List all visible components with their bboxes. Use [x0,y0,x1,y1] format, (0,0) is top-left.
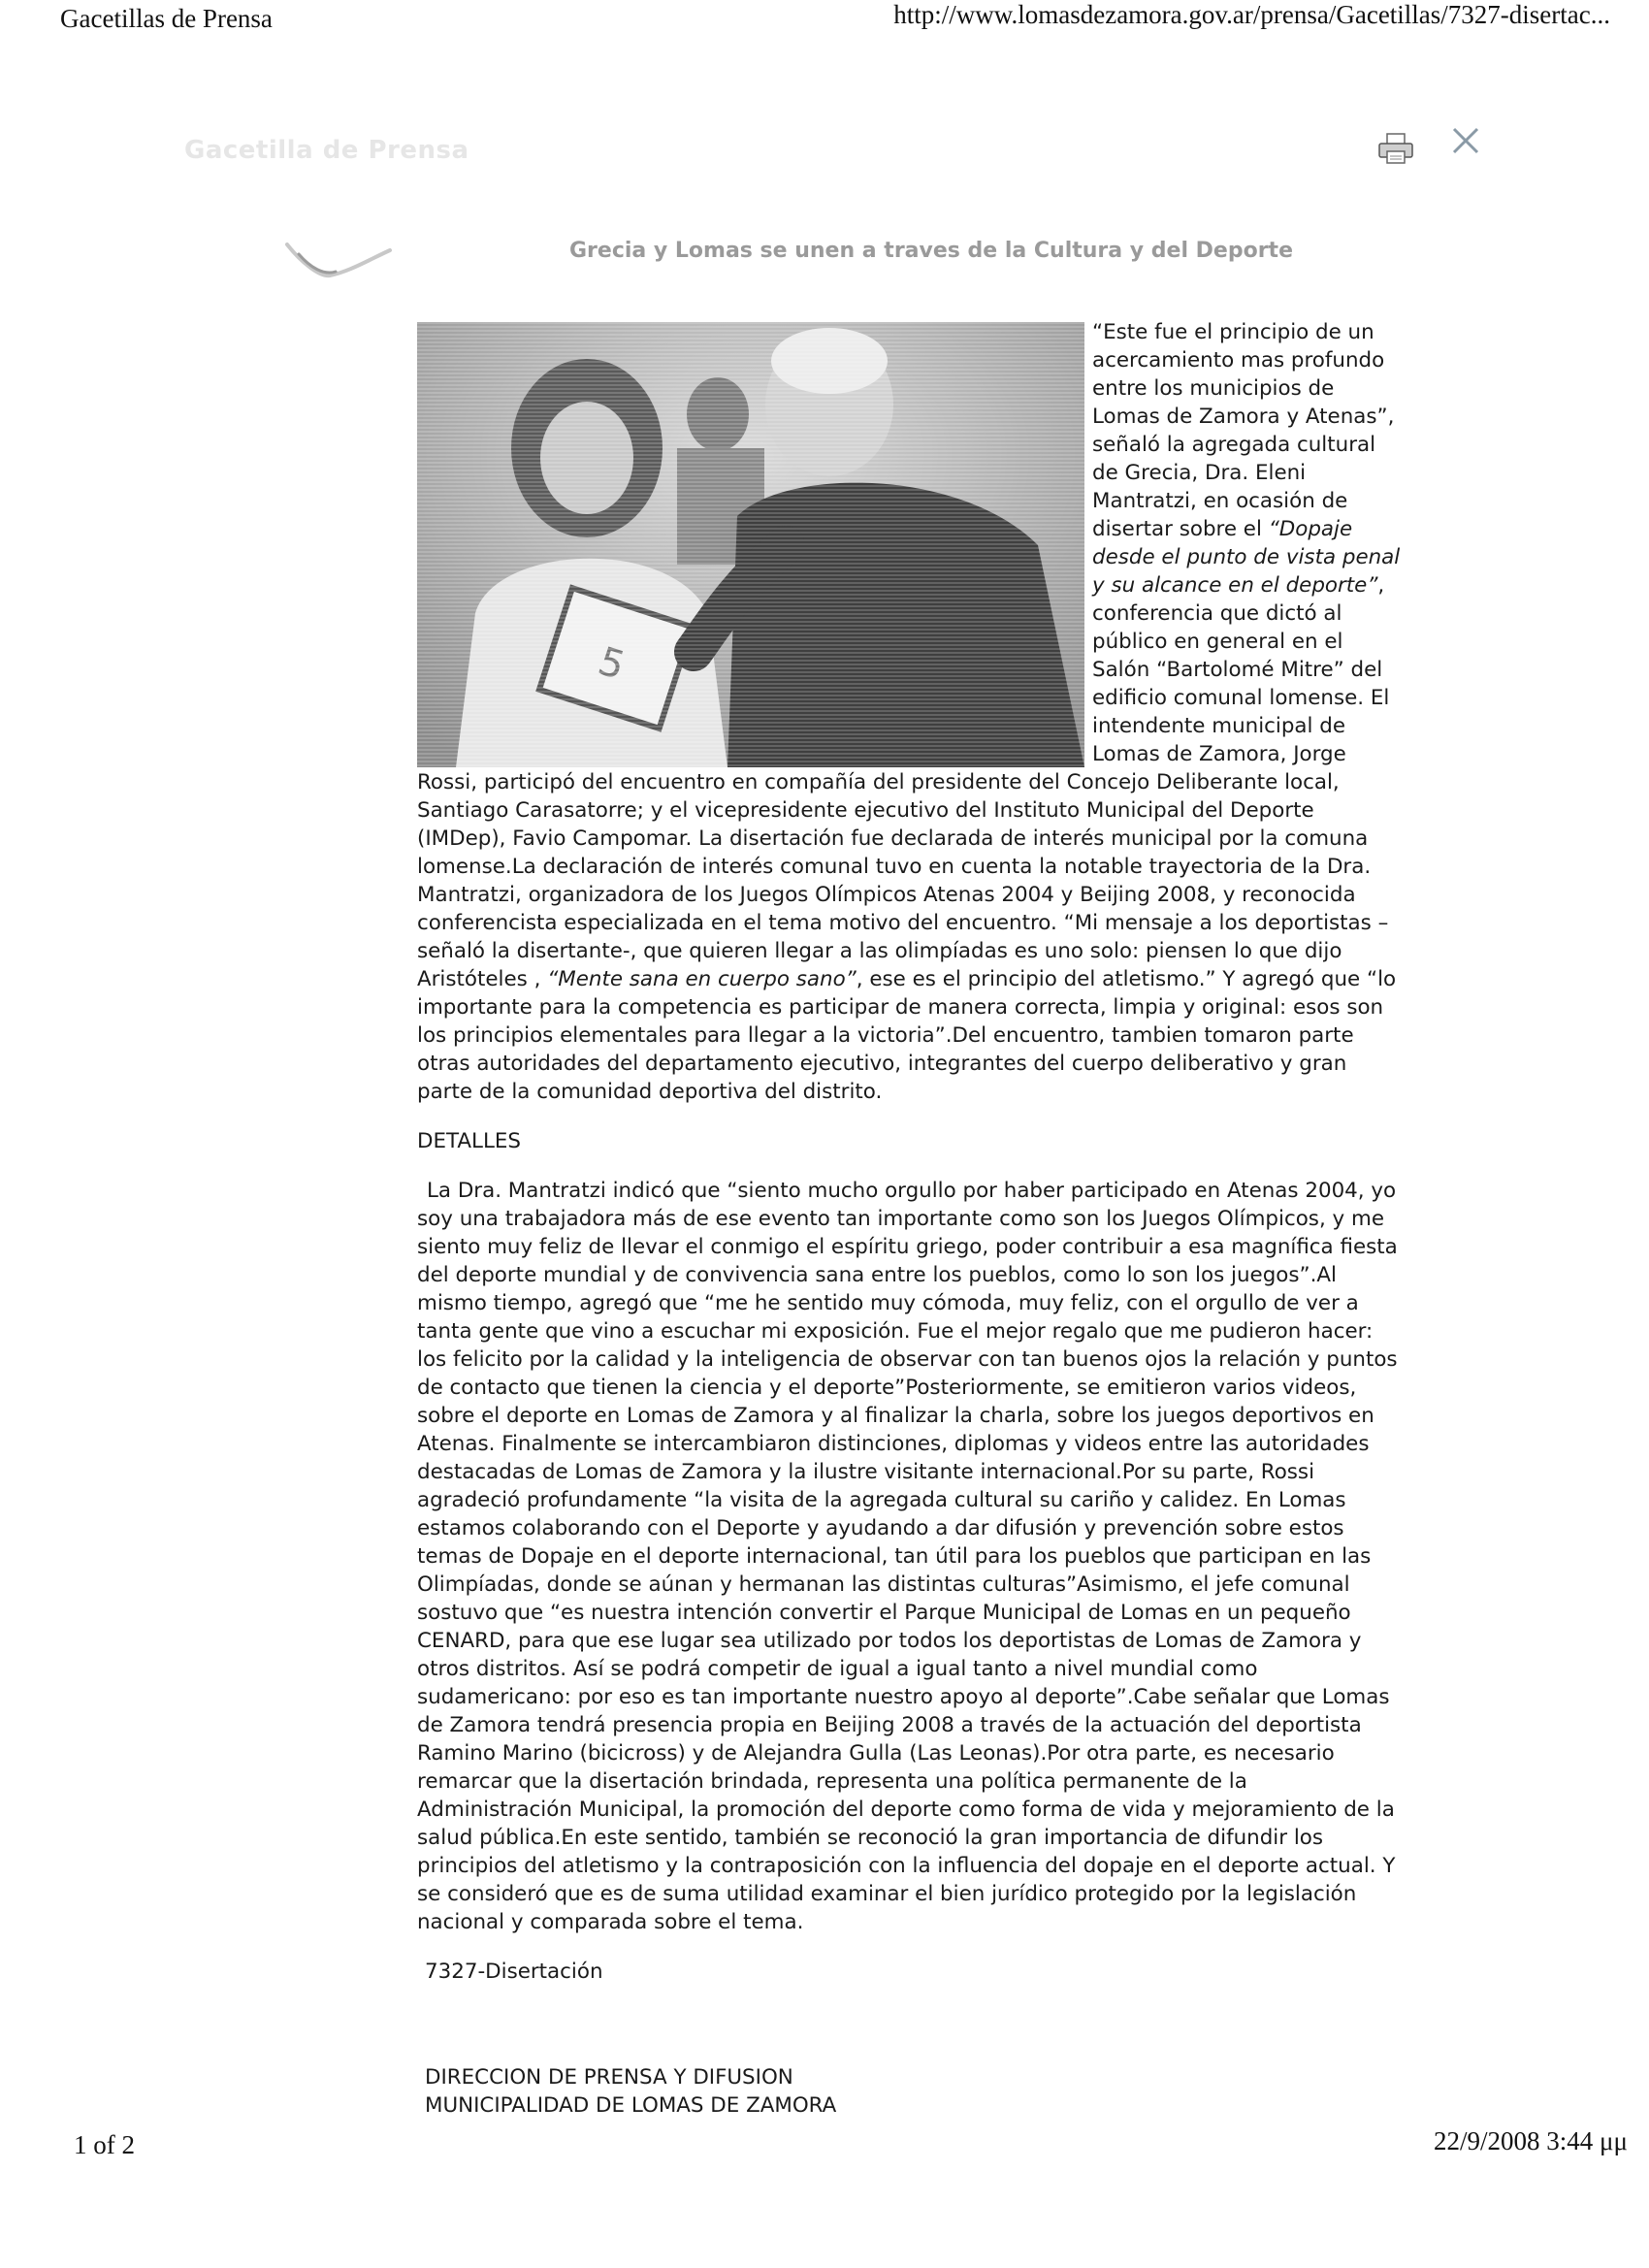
print-footer-page: 1 of 2 [74,2130,135,2159]
signature-line-1: DIRECCION DE PRENSA Y DIFUSION [425,2065,793,2090]
intro-text-2: , conferencia que dictó al público en general en el Salón “Bartolomé Mitre” del edificio comunal lomense. El intendente municipal de Lomas de Zamora, Jorge Rossi, participó del encuentro en compañía del presidente del Concejo Deliberante local, Santiago Carasatorre; y el vicepresidente ejecutivo del Instituto Municipal del Deporte (IMDep), Favio Campomar. La disertación fue declarada de interés municipal por la comuna lomense.La declaración de interés comunal tuvo en cuenta la notable trayectoria de la Dra. Mantratzi, organizadora de los Juegos Olímpicos Atenas 2004 y Beijing 2008, y reconocida conferencista especializada en el tema motivo del encuentro. “Mi mensaje a los deportistas –señaló la disertante-, que quieren llegar a las olimpíadas es uno solo: piensen lo que dijo Aristóteles , [417,573,1390,991]
body-paragraph: La Dra. Mantratzi indicó que “siento mucho orgullo por haber participado en Atenas 2004, yo soy una trabajadora más de ese evento tan importante como son los Juegos Olímpicos, y me siento muy feliz de llevar el conmigo el espíritu griego, poder contribuir a esa magnífica fiesta del deporte mundial y de convivencia sana entre los pueblos, como lo son los juegos”.Al mismo tiempo, agregó que “me he sentido muy cómoda, muy feliz, con el orgullo de ver a tanta gente que vino a escuchar mi exposición. Fue el mejor regalo que me pudieron hacer: los felicito por la calidad y la inteligencia de observar con tan buenos ojos la relación y puntos de contacto que tienen la ciencia y el deporte”Posteriormente, se emitieron varios videos, sobre el deporte en Lomas de Zamora y al finalizar la charla, sobre los juegos deportivos en Atenas. Finalmente se intercambiaron distinciones, diplomas y videos entre las autoridades destacadas de Lomas de Zamora y la ilustre visitante internacional.Por su parte, Rossi agradeció profundamente “la visita de la agregada cultural su cariño y calidez. En Lomas estamos colaborando con el Deporte y ayudando a dar difusión y prevención sobre estos temas de Dopaje en el deporte internacional, tan útil para los pueblos que participan en las Olimpíadas, donde se aúnan y hermanan las distintas culturas”Asimismo, el jefe comunal sostuvo que “es nuestra intención convertir el Parque Municipal de Lomas en un pequeño CENARD, para que ese lugar sea utilizado por todos los deportistas de Lomas de Zamora y otros distritos. Así se podrá competir de igual a igual tanto a nivel mundial como sudamericano: por eso es tan importante nuestro apoyo al deporte”.Cabe señalar que Lomas de Zamora tendrá presencia propia en Beijing 2008 a través de la actuación del deportista Ramino Marino (bicicross) y de Alejandra Gulla (Las Leonas).Por otra parte, es necesario remarcar que la disertación brindada, representa una política permanente de la Administración Municipal, la promoción del deporte como forma de vida y mejoramiento de la salud pública.En este sentido, también se reconoció la gran importancia de difundir los principios del atletismo y la contraposición con la influencia del dopaje en el deporte actual. Y se consideró que es de suma utilidad examinar el bien jurídico protegido por la legislación nacional y comparada sobre el tema. [417,1179,1398,1934]
section-heading: DETALLES [417,1129,521,1153]
print-icon[interactable] [1375,132,1418,167]
reference-code: 7327-Disertación [425,1960,603,1984]
print-footer-datetime: 22/9/2008 3:44 μμ [1434,2126,1628,2155]
quote-emphasis: “Mente sana en cuerpo sano” [547,967,857,991]
conference-title: “Dopaje desde el punto de vista penal y su alcance en el deporte” [1092,517,1401,598]
close-icon[interactable] [1449,124,1482,157]
article-title: Grecia y Lomas se unen a traves de la Cultura y del Deporte [568,239,1293,263]
swoosh-logo-icon [281,233,398,291]
article-photo [417,322,1084,767]
print-header-title: Gacetillas de Prensa [60,4,273,33]
article-body [417,318,1406,2120]
signature-line-2: MUNICIPALIDAD DE LOMAS DE ZAMORA [425,2093,837,2118]
print-header-url[interactable]: http://www.lomasdezamora.gov.ar/prensa/Gacetillas/7327-disertac... [893,0,1610,29]
intro-text-3: , ese es el principio del atletismo.” Y agregó que “lo importante para la competencia es participar de manera correcta, limpia y original: esos son los principios elementales para llegar a la victoria”.Del encuentro, tambien tomaron parte otras autoridades del departamento ejecutivo, integrantes del cuerpo deliberativo y gran parte de la comunidad deportiva del distrito. [417,967,1397,1104]
brand-label: Gacetilla de Prensa [184,136,469,165]
signature [417,2063,1406,2120]
intro-text-1: “Este fue el principio de un acercamiento mas profundo entre los municipios de Lomas de Zamora y Atenas”, señaló la agregada cultural de Grecia, Dra. Eleni Mantratzi, en ocasión de disertar sobre el [1092,320,1395,541]
